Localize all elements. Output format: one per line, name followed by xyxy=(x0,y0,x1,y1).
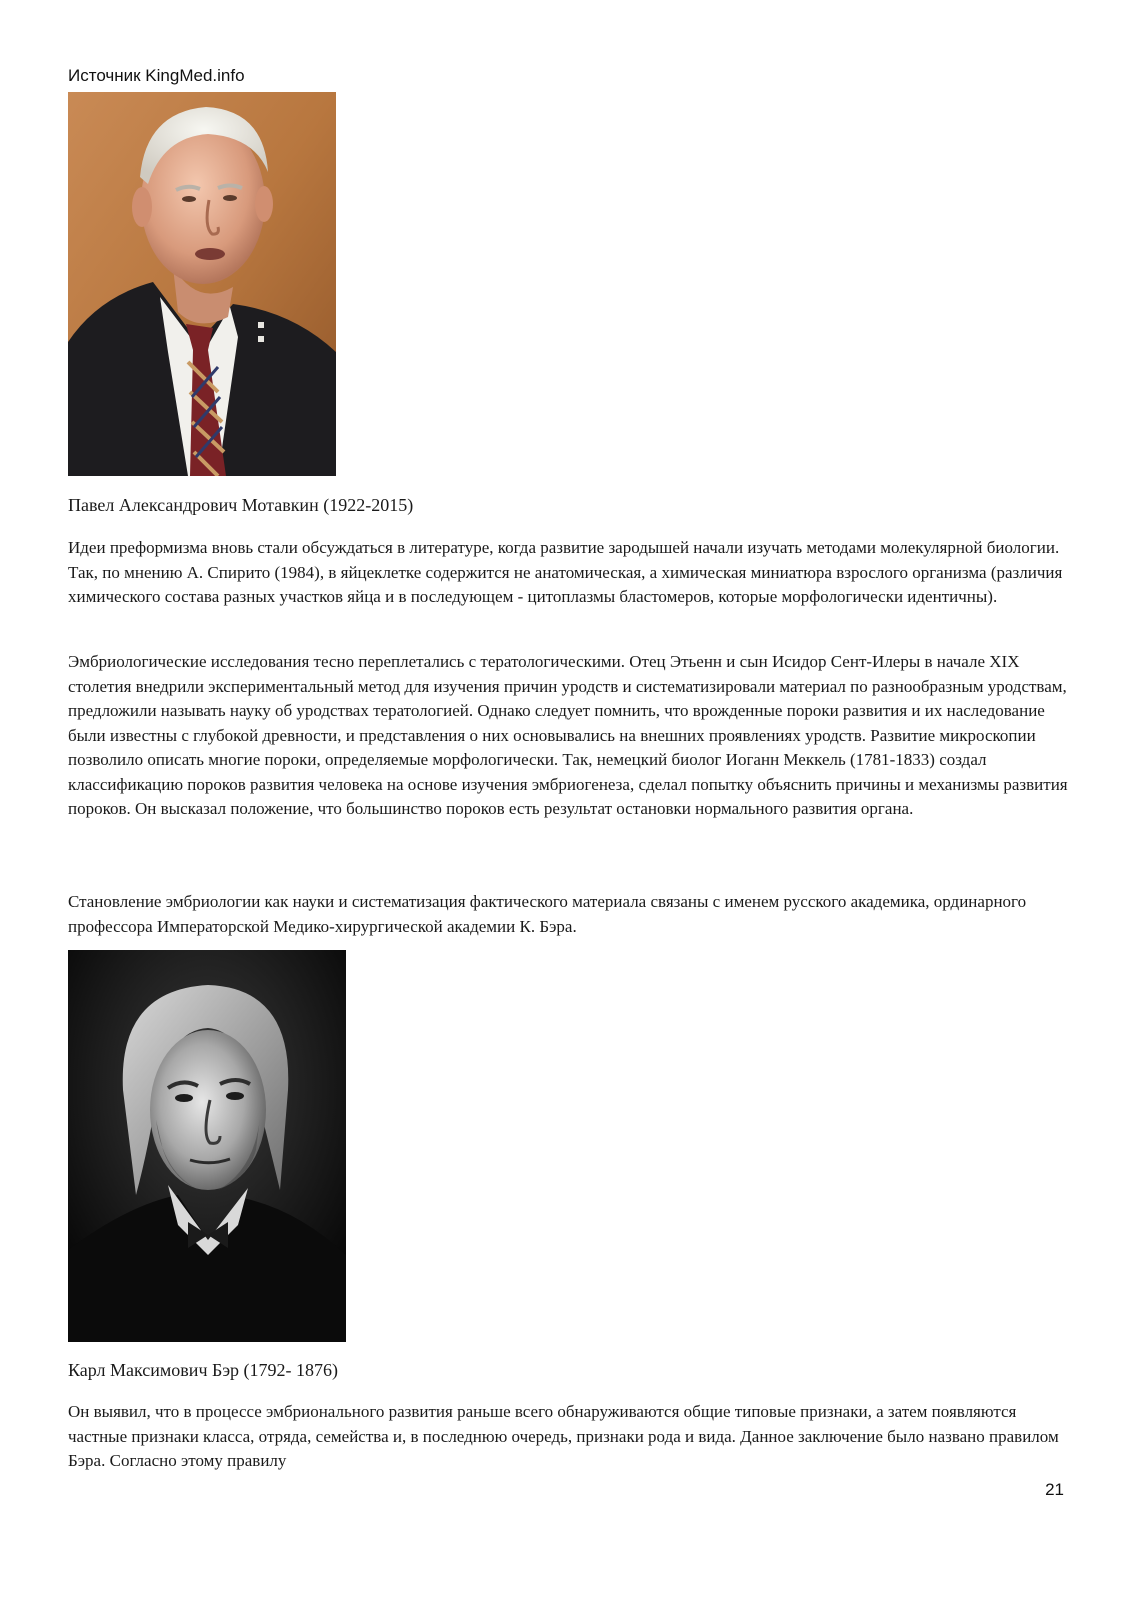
paragraph-4: Он выявил, что в процессе эмбрионального развития раньше всего обнаруживаются общие типовые признаки, а затем появляются частные признаки класса, отряда, семейства и, в последнюю очередь, признаки рода и вида. Данное заключение было названо правилом Бэра. Согласно этому правилу xyxy=(68,1402,1059,1470)
page-number: 21 xyxy=(1045,1480,1064,1499)
paragraph-1: Идеи преформизма вновь стали обсуждаться в литературе, когда развитие зародышей начали изучать методами молекулярной биологии. Так, по мнению А. Спирито (1984), в яйцеклетке содержится не анатомическая, а химическая миниатюра взрослого организма (различия химического состава разных участков яйца и в последующем - цитоплазмы бластомеров, которые морфологически идентичны). xyxy=(68,538,1063,606)
portrait-photo-baer xyxy=(68,950,346,1342)
paragraph-2: Эмбриологические исследования тесно переплетались с тератологическими. Отец Этьенн и сын Исидор Сент-Илеры в начале XIX столетия внедрили экспериментальный метод для изучения причин уродств и систематизировали материал по разнообразным уродствам, предложили называть науку об уродствах тератологией. Однако следует помнить, что врожденные пороки развития и их наследование были известны с глубокой древности, и представления о них основывались на внешних проявлениях уродств. Развитие микроскопии позволило описать многие пороки, определяемые морфологически. Так, немецкий биолог Иоганн Меккель (1781-1833) создал классификацию пороков развития человека на основе изучения эмбриогенеза, сделал попытку объяснить причины и механизмы развития пороков. Он высказал положение, что большинство пороков есть результат остановки нормального развития органа. xyxy=(68,652,1068,818)
figure-caption-2: Карл Максимович Бэр (1792- 1876) xyxy=(68,1360,339,1380)
figure-caption-1: Павел Александрович Мотавкин (1922-2015) xyxy=(68,495,414,515)
source-label: Источник KingMed.info xyxy=(68,66,245,85)
portrait-photo-motavkin xyxy=(68,92,336,476)
paragraph-3: Становление эмбриологии как науки и систематизация фактического материала связаны с именем русского академика, ординарного профессора Императорской Медико-хирургической академии К. Бэра. xyxy=(68,892,1027,936)
